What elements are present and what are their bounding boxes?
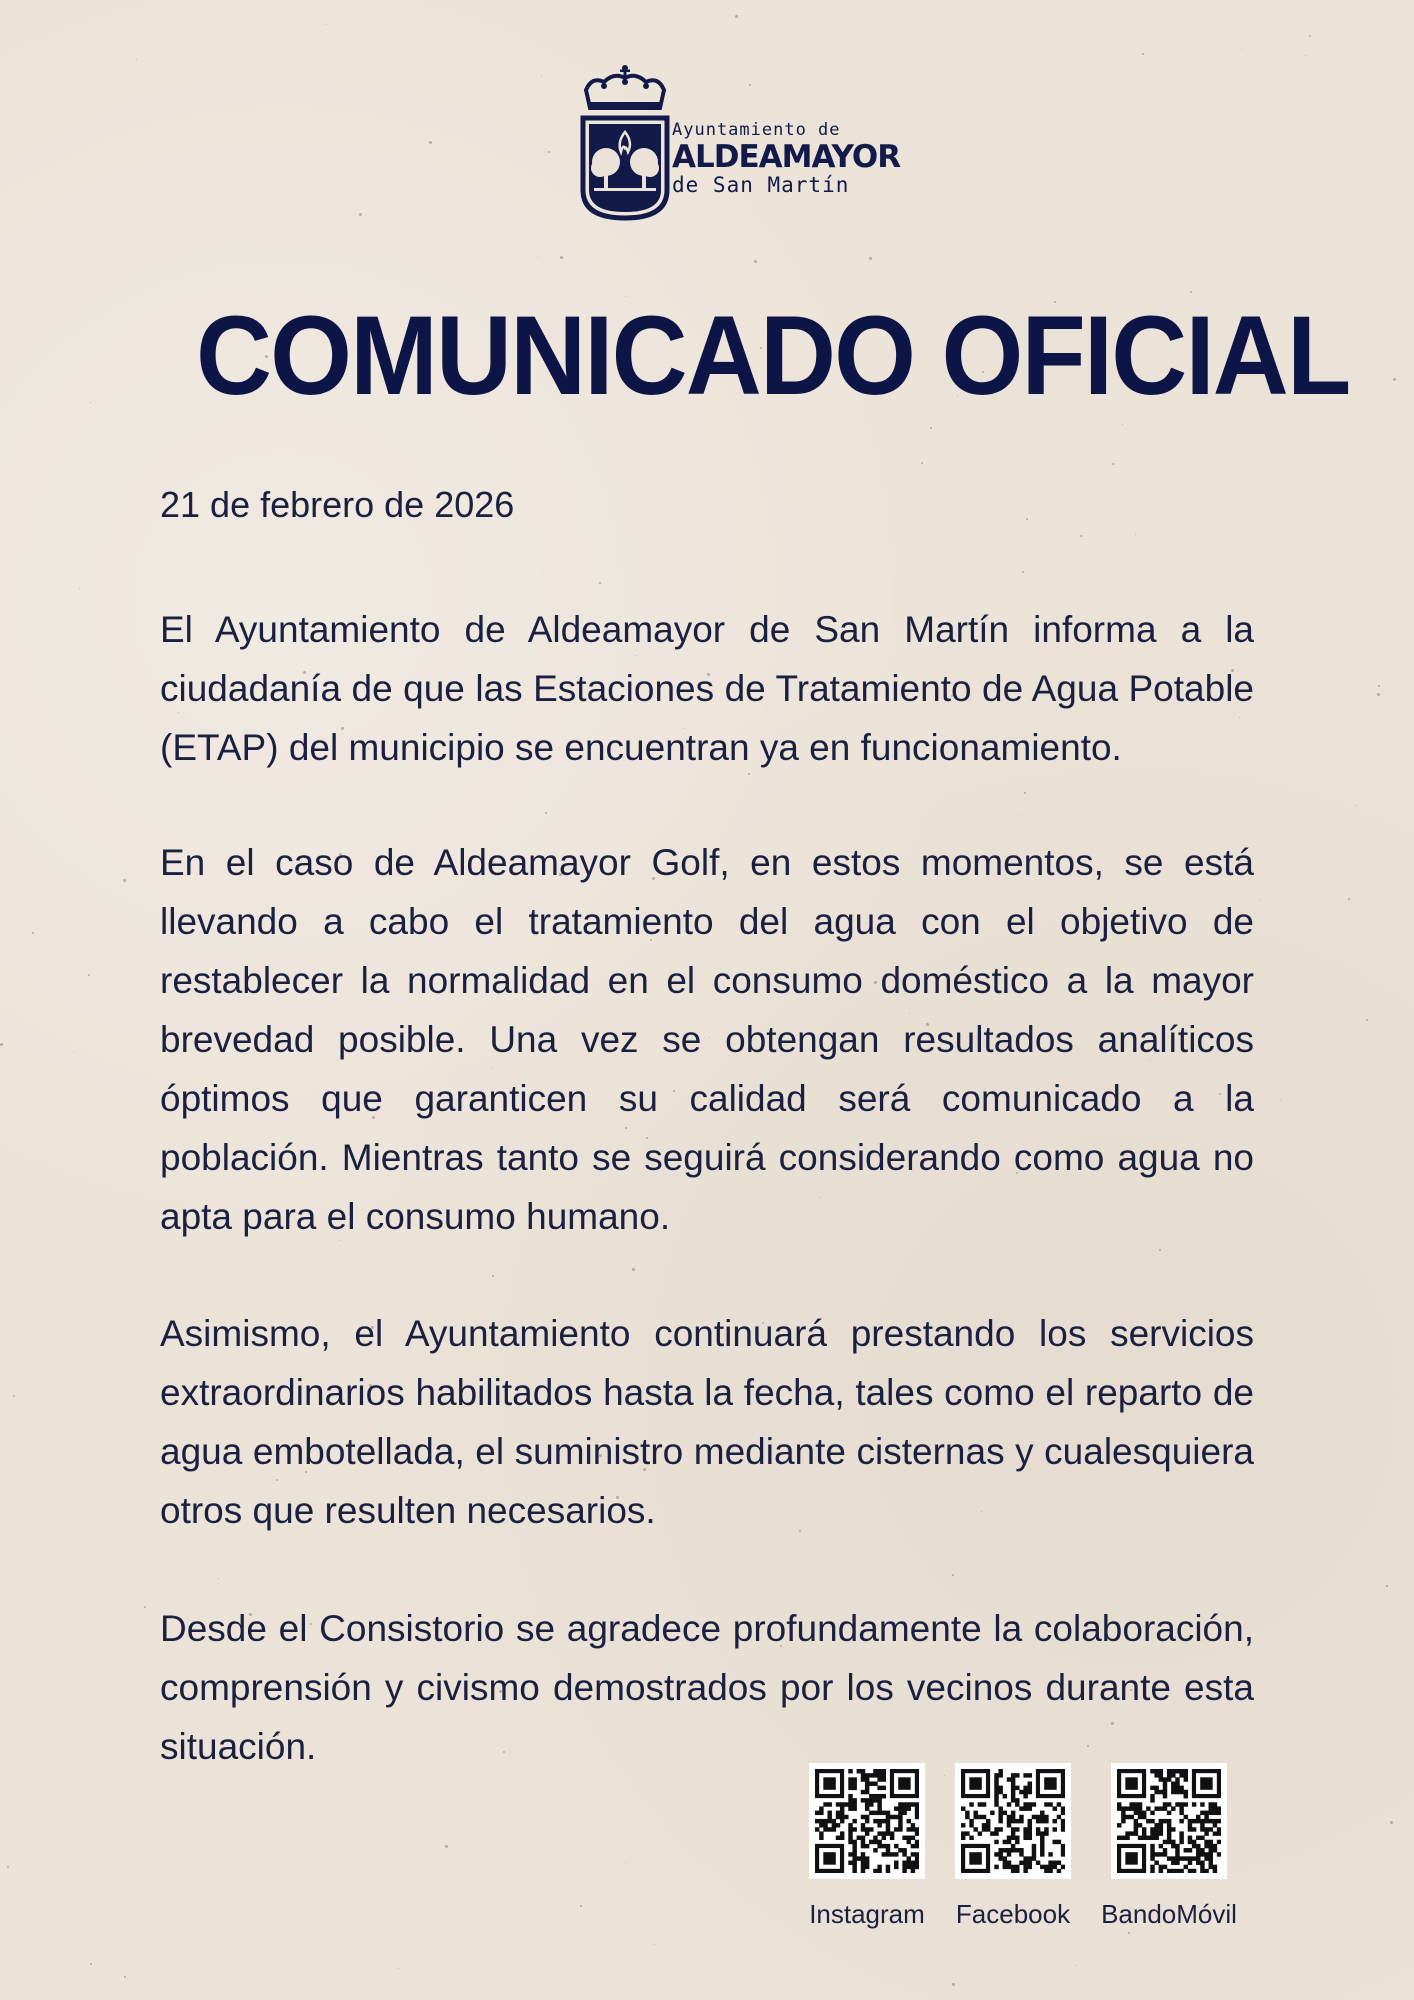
paper-speck <box>1393 378 1396 381</box>
document-date: 21 de febrero de 2026 <box>160 484 515 525</box>
paper-speck <box>79 588 80 589</box>
qr-label-instagram: Instagram <box>809 1899 925 1929</box>
paper-speck <box>632 1268 635 1271</box>
paper-speck <box>1378 685 1380 687</box>
paper-speck <box>1377 693 1380 696</box>
qr-code-icon[interactable] <box>809 1763 925 1879</box>
paper-speck <box>545 812 547 814</box>
qr-facebook[interactable] <box>955 1763 1071 1930</box>
paper-speck <box>1080 535 1082 537</box>
logo-line-1: Ayuntamiento de <box>672 120 841 140</box>
paper-speck <box>1305 55 1306 56</box>
paragraph-1: El Ayuntamiento de Aldeamayor de San Martín informa a la ciudadanía de que las Estaciones de Tratamiento de Agua Potable (ETAP) del municipio se encuentran ya en funcionamiento. <box>160 609 1254 768</box>
paper-speck <box>13 1395 15 1397</box>
paper-speck <box>541 75 542 76</box>
paper-speck <box>537 257 538 258</box>
paragraph-4: Desde el Consistorio se agradece profundamente la colaboración, comprensión y civismo demostrados por los vecinos durante esta situación. <box>160 1608 1254 1767</box>
paper-speck <box>218 1578 219 1579</box>
paper-speck <box>7 1866 9 1868</box>
paper-speck <box>1348 898 1350 900</box>
paper-speck <box>1280 1100 1281 1101</box>
paper-speck <box>1020 814 1021 815</box>
paper-speck <box>136 59 137 60</box>
paper-speck <box>1159 1249 1161 1251</box>
paper-speck <box>124 1976 126 1978</box>
qr-bandomovil[interactable] <box>1101 1763 1237 1930</box>
logo-line-2: ALDEAMAYOR <box>672 139 901 175</box>
paper-speck <box>1142 53 1144 55</box>
page-title: COMUNICADO OFICIAL <box>196 293 1350 418</box>
paragraph-2: En el caso de Aldeamayor Golf, en estos momentos, se está llevando a cabo el tratamiento del agua con el objetivo de restablecer la normalidad en el consumo doméstico a la mayor brevedad posible. Una vez se obtengan resultados analíticos óptimos que garanticen su calidad será comunicado a la población. Mientras tanto se seguirá considerando como agua no apta para el consumo humano. <box>160 842 1254 1237</box>
paper-speck <box>548 151 550 153</box>
paper-speck <box>560 256 563 259</box>
paper-speck <box>921 462 923 464</box>
paper-speck <box>930 427 932 429</box>
paper-speck <box>1390 1821 1393 1824</box>
paper-speck <box>952 1983 955 1986</box>
paper-speck <box>90 1963 92 1965</box>
paper-speck <box>1356 805 1357 806</box>
paper-speck <box>1241 49 1242 50</box>
paper-speck <box>492 1275 494 1277</box>
paper-speck <box>32 932 34 934</box>
paper-speck <box>869 257 872 260</box>
paper-speck <box>754 260 757 263</box>
qr-label-facebook: Facebook <box>955 1899 1071 1929</box>
paper-speck <box>599 582 601 584</box>
logo-line-3: de San Martín <box>672 173 850 197</box>
paper-speck <box>1024 792 1026 794</box>
paper-speck <box>1075 1965 1076 1966</box>
paper-speck <box>1026 518 1028 520</box>
paper-speck <box>123 879 126 882</box>
qr-code-icon[interactable] <box>1111 1763 1227 1879</box>
paper-speck <box>326 24 327 25</box>
paper-speck <box>1135 534 1136 535</box>
paper-speck <box>654 1944 655 1945</box>
paper-speck <box>1309 35 1311 37</box>
paper-speck <box>445 1845 448 1848</box>
paper-speck <box>88 974 90 976</box>
paper-speck <box>1022 571 1024 573</box>
paper-speck <box>398 1968 399 1969</box>
paper-speck <box>144 1606 146 1608</box>
paragraph-3: Asimismo, el Ayuntamiento continuará prestando los servicios extraordinarios habilitados hasta la fecha, tales como el reparto de agua embotellada, el suministro mediante cisternas y cualesquiera otros que resulten necesarios. <box>160 1313 1254 1531</box>
paper-speck <box>429 141 432 144</box>
paper-speck <box>625 1862 626 1863</box>
coat-of-arms-icon <box>580 62 670 222</box>
paper-speck <box>1122 424 1123 425</box>
paper-speck <box>1128 1932 1130 1934</box>
paper-speck <box>90 402 91 403</box>
municipal-logo <box>580 62 901 222</box>
paper-speck <box>952 1574 954 1576</box>
paper-speck <box>0 1043 3 1046</box>
paper-speck <box>580 1905 582 1907</box>
qr-instagram[interactable] <box>809 1763 925 1930</box>
paper-speck <box>1366 1019 1368 1021</box>
paper-speck <box>1260 899 1261 900</box>
paper-speck <box>735 15 738 18</box>
qr-code-icon[interactable] <box>955 1763 1071 1879</box>
qr-label-bandomovil: BandoMóvil <box>1101 1899 1237 1929</box>
paper-speck <box>1112 463 1114 465</box>
paper-speck <box>73 1052 74 1053</box>
paper-speck <box>1386 1585 1388 1587</box>
logo-wordmark <box>672 122 900 196</box>
paper-speck <box>359 213 362 216</box>
